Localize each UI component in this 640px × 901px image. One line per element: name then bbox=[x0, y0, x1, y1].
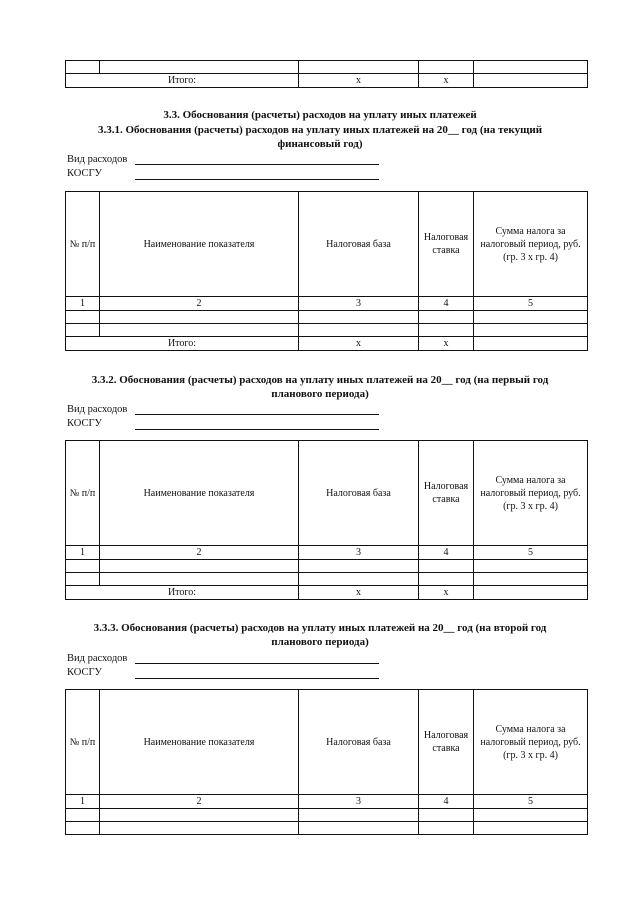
total-row bbox=[66, 586, 588, 600]
kosgu-label: КОСГУ bbox=[67, 168, 102, 179]
header-rate: Налоговая ставка bbox=[419, 690, 474, 795]
colnum-5: 5 bbox=[474, 297, 588, 311]
total-sum-cell bbox=[474, 586, 588, 600]
table-row bbox=[66, 311, 588, 324]
total-row bbox=[66, 337, 588, 351]
vid-raskhodov-label: Вид расходов bbox=[67, 404, 128, 415]
kosgu-field[interactable] bbox=[135, 678, 379, 679]
total-row bbox=[66, 74, 588, 88]
total-label: Итого: bbox=[66, 586, 299, 600]
colnum-3: 3 bbox=[299, 795, 419, 809]
total-sum-cell bbox=[474, 337, 588, 351]
subsection-3-title-line1: 3.3.3. Обоснования (расчеты) расходов на уплату иных платежей на 20__ год (на второй год bbox=[93, 622, 547, 634]
table-row bbox=[66, 809, 588, 822]
colnum-2: 2 bbox=[100, 546, 299, 560]
table-row bbox=[66, 560, 588, 573]
column-numbers-row bbox=[66, 546, 588, 560]
header-no: № п/п bbox=[66, 441, 100, 546]
header-name: Наименование показателя bbox=[100, 192, 299, 297]
kosgu-field[interactable] bbox=[135, 179, 379, 180]
header-sum: Сумма налога за налоговый период, руб. (гр. 3 х гр. 4) bbox=[474, 192, 588, 297]
header-base: Налоговая база bbox=[299, 690, 419, 795]
column-numbers-row bbox=[66, 795, 588, 809]
subsection-2-title-line1: 3.3.2. Обоснования (расчеты) расходов на уплату иных платежей на 20__ год (на первый год bbox=[91, 374, 549, 386]
header-row bbox=[66, 690, 588, 795]
table-row bbox=[66, 324, 588, 337]
colnum-1: 1 bbox=[66, 795, 100, 809]
subsection-2-title-line2: планового периода) bbox=[271, 388, 369, 400]
top-partial-table bbox=[65, 60, 588, 88]
colnum-1: 1 bbox=[66, 297, 100, 311]
colnum-2: 2 bbox=[100, 297, 299, 311]
calc-table-3 bbox=[65, 689, 588, 835]
kosgu-field[interactable] bbox=[135, 429, 379, 430]
vid-raskhodov-field[interactable] bbox=[135, 164, 379, 165]
total-label: Итого: bbox=[66, 337, 299, 351]
table-row bbox=[66, 61, 588, 74]
colnum-5: 5 bbox=[474, 546, 588, 560]
subsection-3-title-line2: планового периода) bbox=[271, 636, 369, 648]
header-row bbox=[66, 192, 588, 297]
total-sum-cell bbox=[474, 74, 588, 88]
header-sum: Сумма налога за налоговый период, руб. (гр. 3 х гр. 4) bbox=[474, 690, 588, 795]
total-rate-cell: x bbox=[419, 74, 474, 88]
colnum-1: 1 bbox=[66, 546, 100, 560]
header-base: Налоговая база bbox=[299, 192, 419, 297]
kosgu-label: КОСГУ bbox=[67, 667, 102, 678]
table-row bbox=[66, 822, 588, 835]
header-rate: Налоговая ставка bbox=[419, 192, 474, 297]
table-row bbox=[66, 573, 588, 586]
header-name: Наименование показателя bbox=[100, 690, 299, 795]
colnum-4: 4 bbox=[419, 297, 474, 311]
calc-table-2 bbox=[65, 440, 588, 600]
colnum-3: 3 bbox=[299, 546, 419, 560]
vid-raskhodov-field[interactable] bbox=[135, 663, 379, 664]
total-rate-cell: x bbox=[419, 586, 474, 600]
kosgu-label: КОСГУ bbox=[67, 418, 102, 429]
total-base-cell: x bbox=[299, 74, 419, 88]
header-no: № п/п bbox=[66, 690, 100, 795]
subsection-1-title-line1: 3.3.1. Обоснования (расчеты) расходов на уплату иных платежей на 20__ год (на текущий bbox=[97, 124, 543, 136]
vid-raskhodov-label: Вид расходов bbox=[67, 154, 128, 165]
colnum-5: 5 bbox=[474, 795, 588, 809]
calc-table-1 bbox=[65, 191, 588, 351]
colnum-3: 3 bbox=[299, 297, 419, 311]
header-name: Наименование показателя bbox=[100, 441, 299, 546]
vid-raskhodov-field[interactable] bbox=[135, 414, 379, 415]
colnum-4: 4 bbox=[419, 546, 474, 560]
colnum-2: 2 bbox=[100, 795, 299, 809]
header-row bbox=[66, 441, 588, 546]
total-label: Итого: bbox=[66, 74, 299, 88]
vid-raskhodov-label: Вид расходов bbox=[67, 653, 128, 664]
total-base-cell: x bbox=[299, 337, 419, 351]
column-numbers-row bbox=[66, 297, 588, 311]
section-title: 3.3. Обоснования (расчеты) расходов на уплату иных платежей bbox=[163, 109, 477, 121]
colnum-4: 4 bbox=[419, 795, 474, 809]
total-base-cell: x bbox=[299, 586, 419, 600]
header-base: Налоговая база bbox=[299, 441, 419, 546]
subsection-1-title-line2: финансовый год) bbox=[277, 138, 363, 150]
header-rate: Налоговая ставка bbox=[419, 441, 474, 546]
header-no: № п/п bbox=[66, 192, 100, 297]
header-sum: Сумма налога за налоговый период, руб. (гр. 3 х гр. 4) bbox=[474, 441, 588, 546]
total-rate-cell: x bbox=[419, 337, 474, 351]
